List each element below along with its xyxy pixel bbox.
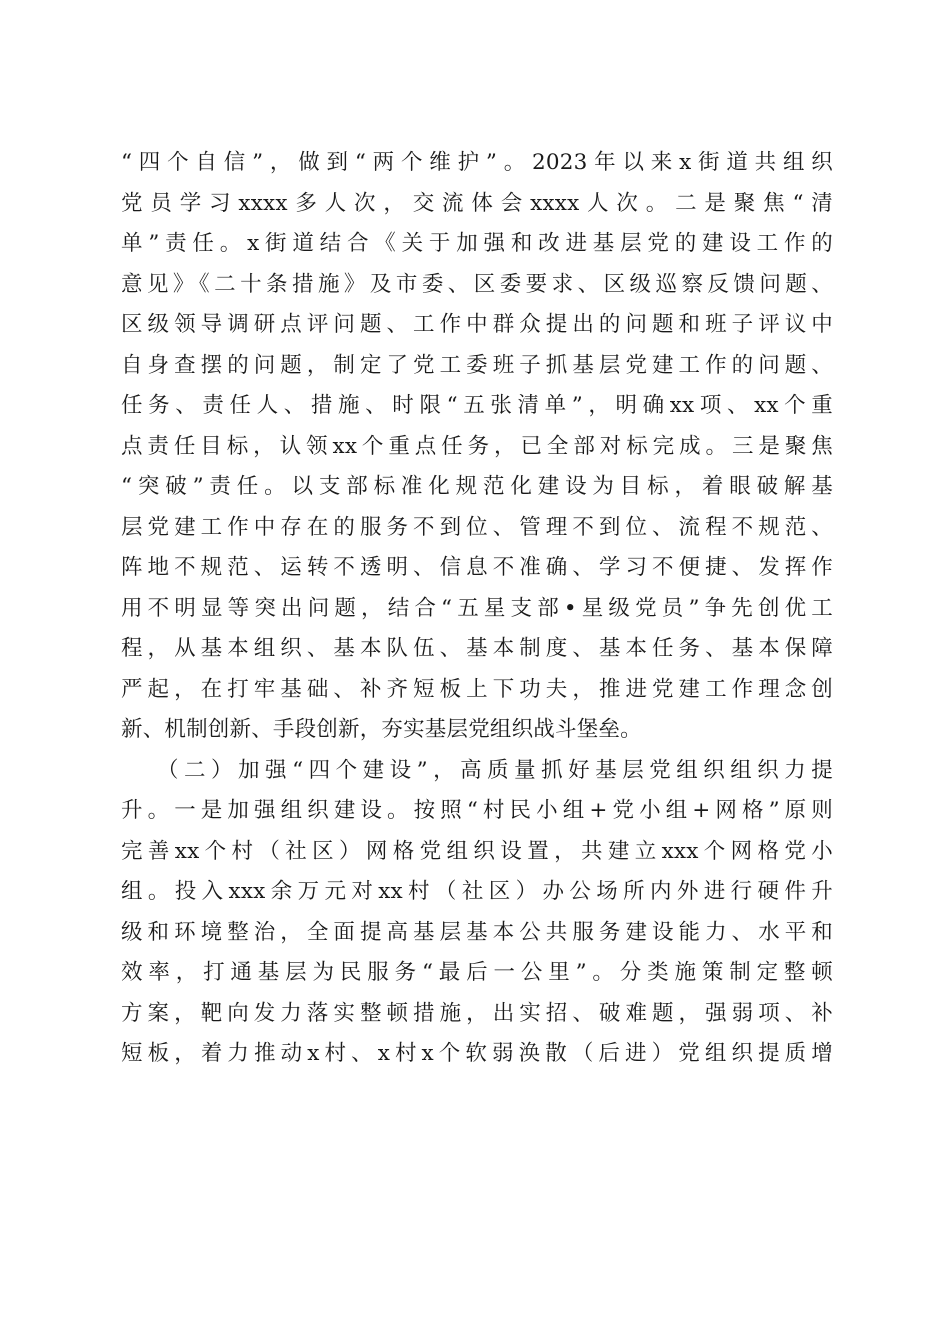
document-body: [121, 143, 833, 1075]
text-line-13: 程，从基本组织、基本队伍、基本制度、基本任务、基本保障: [121, 636, 833, 661]
text-line-12: 用不明显等突出问题，结合“五星支部•星级党员”争先创优工: [121, 595, 833, 621]
text-line-21: 效率，打通基层为民服务“最后一公里”。分类施策制定整顿: [121, 960, 833, 985]
text-line-18: 完善xx个村（社区）网格党组织设置，共建立xxx个网格党小: [121, 838, 833, 864]
text-line-17: 升。一是加强组织建设。按照“村民小组+党小组+网格”原则: [121, 798, 833, 823]
section-heading-line: （二）加强“四个建设”，高质量抓好基层党组织组织力提: [157, 757, 833, 783]
text-line-15: 新、机制创新、手段创新，夯实基层党组织战斗堡垒。: [121, 717, 642, 742]
text-line-7: 任务、责任人、措施、时限“五张清单”，明确xx项、xx个重: [121, 393, 833, 418]
text-line-5: 区级领导调研点评问题、工作中群众提出的问题和班子评议中: [121, 312, 833, 337]
text-line-23: 短板，着力推动x村、x村x个软弱涣散（后进）党组织提质增: [121, 1041, 833, 1066]
text-line-3: 单”责任。x街道结合《关于加强和改进基层党的建设工作的: [121, 231, 833, 256]
text-line-1: “四个自信”，做到“两个维护”。2023年以来x街道共组织: [121, 150, 833, 175]
text-line-11: 阵地不规范、运转不透明、信息不准确、学习不便捷、发挥作: [121, 555, 833, 580]
text-line-8: 点责任目标，认领xx个重点任务，已全部对标完成。三是聚焦: [121, 433, 833, 459]
text-line-19: 组。投入xxx余万元对xx村（社区）办公场所内外进行硬件升: [121, 879, 833, 904]
text-line-22: 方案，靶向发力落实整顿措施，出实招、破难题，强弱项、补: [121, 1000, 833, 1026]
text-line-6: 自身查摆的问题，制定了党工委班子抓基层党建工作的问题、: [121, 352, 833, 378]
text-line-2: 党员学习xxxx多人次，交流体会xxxx人次。二是聚焦“清: [121, 190, 833, 216]
text-line-9: “突破”责任。以支部标准化规范化建设为目标，着眼破解基: [121, 474, 833, 499]
text-line-14: 严起，在打牢基础、补齐短板上下功夫，推进党建工作理念创: [121, 676, 833, 702]
text-line-20: 级和环境整治，全面提高基层基本公共服务建设能力、水平和: [121, 919, 833, 945]
text-line-10: 层党建工作中存在的服务不到位、管理不到位、流程不规范、: [121, 514, 833, 540]
text-line-4: 意见》《二十条措施》及市委、区委要求、区级巡察反馈问题、: [121, 271, 833, 297]
